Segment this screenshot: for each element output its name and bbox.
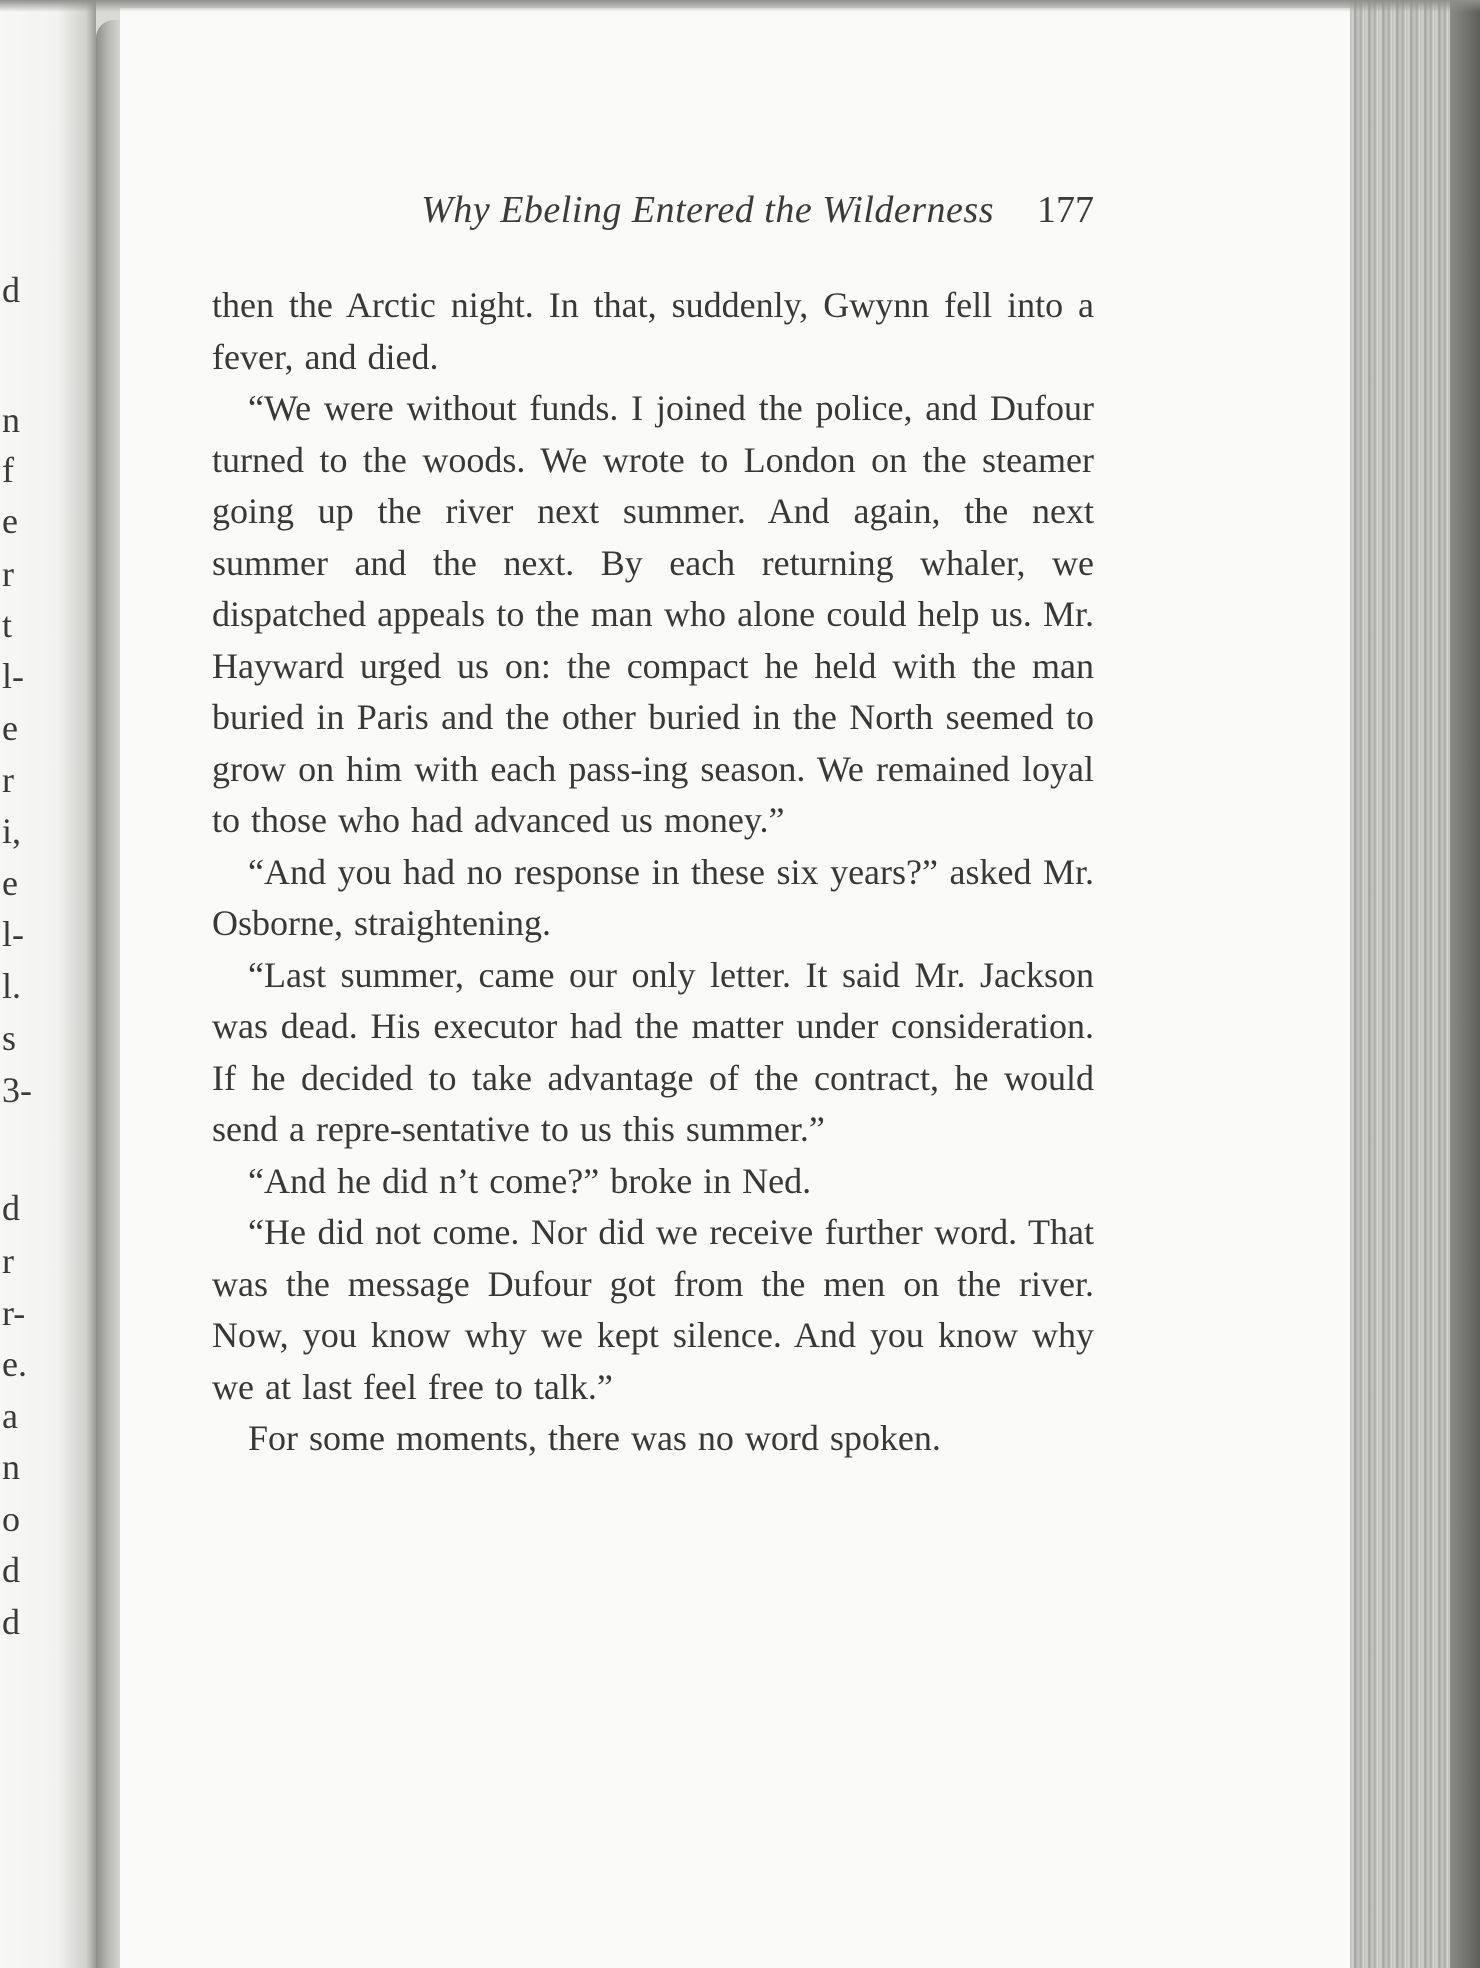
left-fragment: e bbox=[2, 863, 18, 903]
left-fragment: d bbox=[2, 1602, 20, 1642]
running-head: Why Ebeling Entered the Wilderness bbox=[421, 189, 994, 231]
left-fragment: t bbox=[2, 605, 13, 645]
left-fragment: f bbox=[2, 450, 14, 490]
left-fragment: 3- bbox=[2, 1070, 32, 1110]
paragraph: “And he did n’t come?” broke in Ned. bbox=[248, 1160, 812, 1201]
left-fragment: n bbox=[2, 400, 20, 440]
left-fragment: i, bbox=[2, 811, 22, 851]
paragraph: then the Arctic night. In that, suddenly, Gwynn fell into a fever, and died. bbox=[212, 285, 1094, 377]
page-header bbox=[212, 188, 1094, 248]
left-fragment: o bbox=[2, 1499, 20, 1539]
body-text bbox=[212, 280, 1094, 1465]
left-fragment: e bbox=[2, 501, 18, 541]
left-page-text-fragments bbox=[0, 0, 30, 1968]
left-fragment: d bbox=[2, 1188, 20, 1228]
left-fragment: d bbox=[2, 270, 20, 310]
paragraph: “We were without funds. I joined the police, and Dufour turned to the woods. We wrote to London on the steamer going up the river next summer. And again, the next summer and the next. By each returning whaler, we dispatched appeals to the man who alone could help us. Mr. Hayward urged us on: the compact he held with the man buried in Paris and the other buried in the North seemed to grow on him with each pass-ing season. We remained loyal to those who had advanced us money.” bbox=[212, 388, 1094, 840]
left-fragment: l- bbox=[2, 656, 24, 696]
left-fragment: d bbox=[2, 1550, 20, 1590]
page-number: 177 bbox=[1037, 189, 1094, 231]
left-fragment: e. bbox=[2, 1344, 27, 1384]
left-fragment: a bbox=[2, 1396, 18, 1436]
left-fragment: l- bbox=[2, 914, 24, 954]
page-stack-edge bbox=[1350, 0, 1480, 1968]
paragraph: “And you had no response in these six years?” asked Mr. Osborne, straightening. bbox=[212, 851, 1094, 943]
left-fragment: e bbox=[2, 708, 18, 748]
left-fragment: r bbox=[2, 554, 14, 594]
paragraph: “He did not come. Nor did we receive further word. That was the message Dufour got from the men on the river. Now, you know why we kept silence. And you know why we at last feel free to talk.” bbox=[212, 1212, 1094, 1407]
left-fragment: r- bbox=[2, 1293, 26, 1333]
top-shadow bbox=[0, 0, 1480, 12]
left-facing-page bbox=[0, 0, 96, 1968]
left-fragment: r bbox=[2, 1241, 14, 1281]
left-fragment: n bbox=[2, 1447, 20, 1487]
left-fragment: l. bbox=[2, 966, 22, 1006]
left-fragment: r bbox=[2, 760, 14, 800]
paragraph: “Last summer, came our only letter. It said Mr. Jackson was dead. His executor had the matter under consideration. If he decided to take advantage of the contract, he would send a repre-sentative to us this summer.” bbox=[212, 954, 1094, 1149]
left-fragment: s bbox=[2, 1018, 17, 1058]
paragraph: For some moments, there was no word spoken. bbox=[248, 1418, 941, 1458]
